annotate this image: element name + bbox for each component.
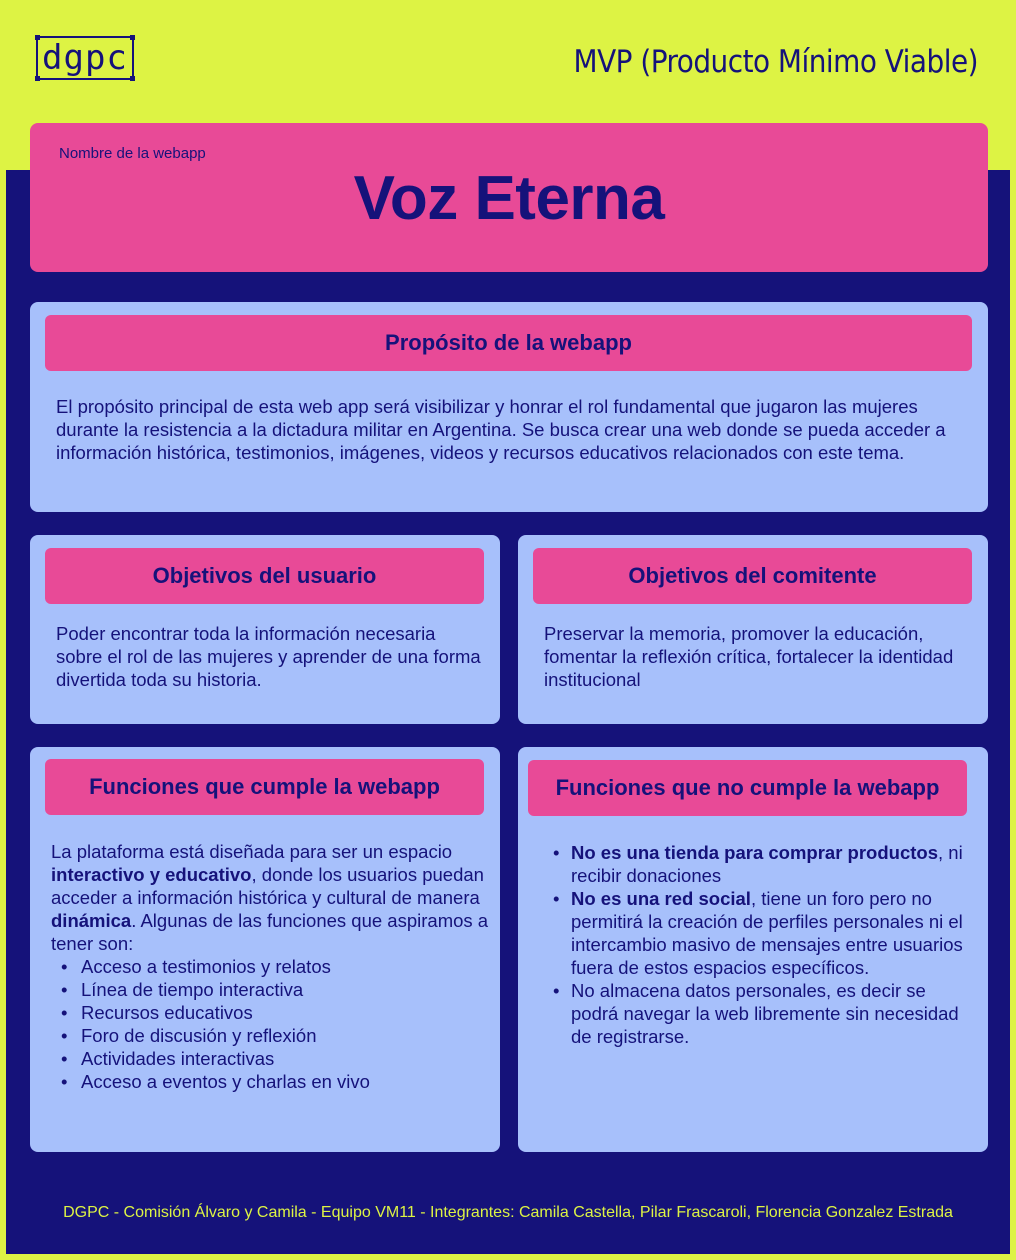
functions-intro-bold: interactivo y educativo [51, 864, 252, 885]
list-item-bold: No es una red social [571, 888, 751, 909]
list-item-text: , ni recibir donaciones [571, 842, 963, 886]
footer-credits: DGPC - Comisión Álvaro y Camila - Equipo VM11 - Integrantes: Camila Castella, Pilar Frascaroli, Florencia Gonzalez Estrada [63, 1204, 953, 1221]
non-functions-body [551, 841, 971, 1048]
functions-intro-part: . Algunas de las funciones que aspiramos a tener son: [51, 910, 489, 954]
functions-intro-part: La plataforma está diseñada para ser un espacio [51, 841, 453, 862]
app-name: Voz Eterna [353, 164, 665, 233]
list-item: • Acceso a eventos y charlas en vivo [51, 1070, 491, 1093]
app-name-card [30, 123, 988, 272]
dgpc-logo [36, 36, 134, 80]
app-name-label: Nombre de la webapp [59, 145, 206, 162]
list-item-bold: No es una tienda para comprar productos [571, 842, 938, 863]
list-item [551, 887, 971, 979]
functions-card [30, 747, 500, 1152]
list-item [551, 979, 971, 1048]
non-functions-title: Funciones que no cumple la webapp [528, 760, 967, 816]
client-goals-card [518, 535, 988, 724]
list-item: • Línea de tiempo interactiva [51, 978, 491, 1001]
purpose-text: El propósito principal de esta web app será visibilizar y honrar el rol fundamental que jugaron las mujeres durante la resistencia a la dictadura militar en Argentina. Se busca crear una web donde se pueda acceder a información histórica, testimonios, imágenes, videos y recursos educativos relacionados con este tema. [56, 396, 946, 463]
purpose-title: Propósito de la webapp [45, 315, 972, 371]
list-item: • Foro de discusión y reflexión [51, 1024, 491, 1047]
list-item [551, 841, 971, 887]
user-goals-title: Objetivos del usuario [45, 548, 484, 604]
list-item: • Actividades interactivas [51, 1047, 491, 1070]
non-functions-list [551, 841, 971, 1048]
non-functions-card [518, 747, 988, 1152]
user-goals-card [30, 535, 500, 724]
logo-corner-icon [35, 76, 40, 81]
functions-body [51, 840, 491, 1093]
user-goals-text: Poder encontrar toda la información necesaria sobre el rol de las mujeres y aprender de una forma divertida toda su historia. [56, 623, 481, 690]
logo-corner-icon [35, 35, 40, 40]
list-item: • Acceso a testimonios y relatos [51, 955, 491, 978]
list-item: • Recursos educativos [51, 1001, 491, 1024]
list-item-text: No almacena datos personales, es decir se podrá navegar la web libremente sin necesidad de registrarse. [571, 980, 959, 1047]
client-goals-text: Preservar la memoria, promover la educación, fomentar la reflexión crítica, fortalecer la identidad institucional [544, 623, 954, 690]
functions-list [51, 955, 491, 1093]
purpose-card [30, 302, 988, 512]
logo-text: dgpc [42, 38, 128, 78]
list-item-text: , tiene un foro pero no permitirá la creación de perfiles personales ni el intercambio masivo de mensajes entre usuarios fuera de estos espacios específicos. [571, 888, 963, 978]
mvp-title: MVP (Producto Mínimo Viable) [573, 44, 978, 80]
functions-intro [51, 840, 491, 955]
logo-corner-icon [130, 35, 135, 40]
client-goals-title: Objetivos del comitente [533, 548, 972, 604]
functions-intro-bold: dinámica [51, 910, 132, 931]
logo-corner-icon [130, 76, 135, 81]
functions-title: Funciones que cumple la webapp [45, 759, 484, 815]
functions-intro-part: , donde los usuarios puedan acceder a información histórica y cultural de manera [51, 864, 484, 908]
